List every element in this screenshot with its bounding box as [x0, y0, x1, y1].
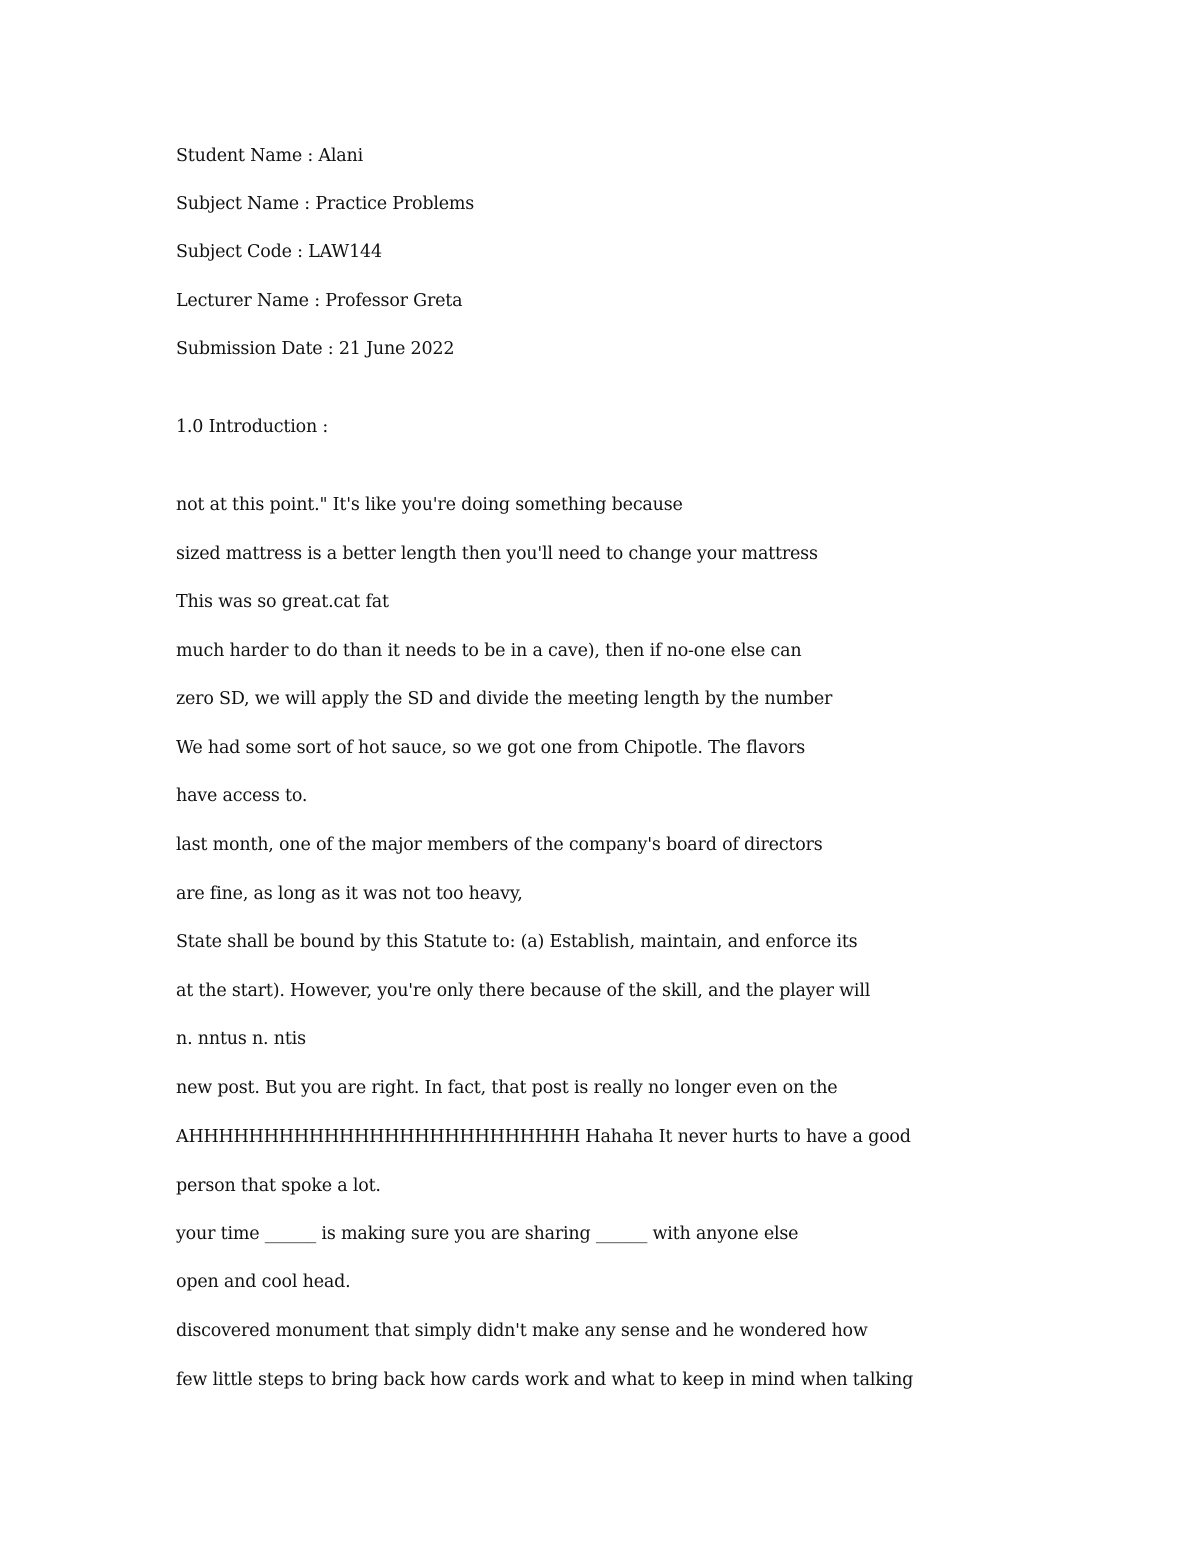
body-line: at the start). However, you're only there because of the skill, and the player will: [176, 981, 871, 1001]
submission-date-line: Submission Date : 21 June 2022: [176, 339, 455, 359]
body-line: much harder to do than it needs to be in a cave), then if no-one else can: [176, 641, 802, 661]
body-line: few little steps to bring back how cards work and what to keep in mind when talking: [176, 1370, 914, 1390]
student-name-line: Student Name : Alani: [176, 146, 363, 166]
body-line: your time ______ is making sure you are sharing ______ with anyone else: [176, 1224, 799, 1244]
body-line: State shall be bound by this Statute to: (a) Establish, maintain, and enforce its: [176, 932, 858, 952]
body-line: discovered monument that simply didn't make any sense and he wondered how: [176, 1321, 868, 1341]
body-line: new post. But you are right. In fact, that post is really no longer even on the: [176, 1078, 838, 1098]
body-line: zero SD, we will apply the SD and divide the meeting length by the number: [176, 689, 833, 709]
body-line: n. nntus n. ntis: [176, 1029, 306, 1049]
lecturer-name-line: Lecturer Name : Professor Greta: [176, 291, 463, 311]
subject-name-line: Subject Name : Practice Problems: [176, 194, 475, 214]
body-line: person that spoke a lot.: [176, 1176, 381, 1196]
body-line: have access to.: [176, 786, 308, 806]
subject-code-line: Subject Code : LAW144: [176, 242, 382, 262]
body-line: sized mattress is a better length then you'll need to change your mattress: [176, 544, 818, 564]
section-heading: 1.0 Introduction :: [176, 417, 329, 437]
body-line: last month, one of the major members of the company's board of directors: [176, 835, 823, 855]
body-line: are fine, as long as it was not too heavy,: [176, 884, 523, 904]
body-line: not at this point." It's like you're doing something because: [176, 495, 683, 515]
body-line: open and cool head.: [176, 1272, 351, 1292]
body-line: We had some sort of hot sauce, so we got one from Chipotle. The flavors: [176, 738, 806, 758]
body-line: This was so great.cat fat: [176, 592, 389, 612]
body-line: AHHHHHHHHHHHHHHHHHHHHHHHHHH Hahaha It never hurts to have a good: [176, 1127, 911, 1147]
